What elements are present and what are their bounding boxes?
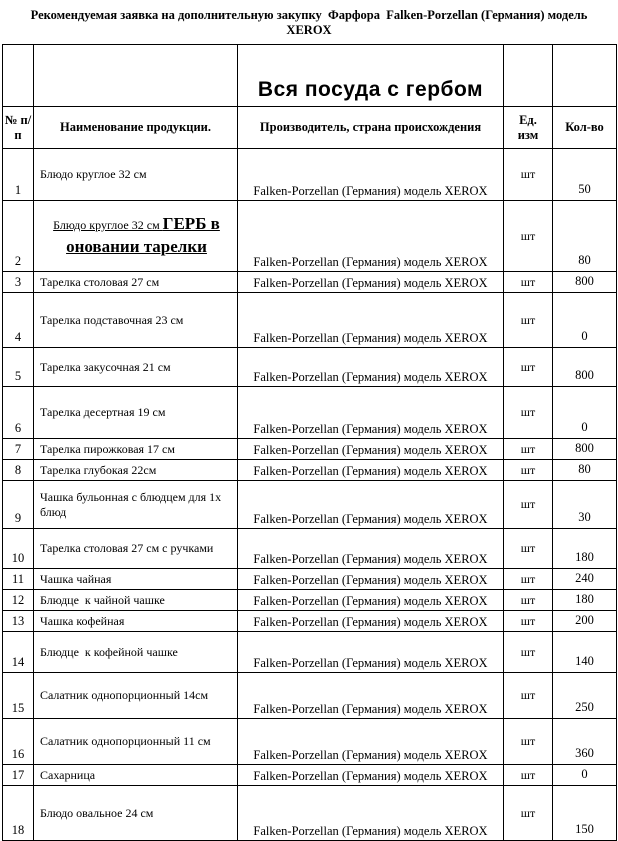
product-name: Чашка чайная <box>40 571 112 586</box>
row-number: 9 <box>14 511 22 525</box>
table-row <box>3 569 617 590</box>
quantity-text: 250 <box>575 700 594 714</box>
manufacturer-text: Falken-Porzellan (Германия) модель XEROX <box>253 464 488 478</box>
unit-text: шт <box>520 571 536 586</box>
cell-product-name <box>34 719 238 765</box>
row-number: 17 <box>11 768 25 782</box>
cell-quantity <box>553 293 617 348</box>
cell-product-name <box>34 611 238 632</box>
cell-quantity <box>553 439 617 460</box>
product-name: Блюдце к кофейной чашке <box>40 644 178 659</box>
cell-unit <box>504 439 553 460</box>
cell-manufacturer <box>238 460 504 481</box>
cell-quantity <box>553 590 617 611</box>
cell-manufacturer <box>238 348 504 387</box>
row-number: 8 <box>14 463 22 477</box>
cell-num <box>3 765 34 786</box>
subheader-empty-cell <box>34 45 238 107</box>
product-name: Тарелка столовая 27 см <box>40 274 160 289</box>
unit-text: шт <box>520 805 536 820</box>
product-name <box>40 213 233 259</box>
unit-text: шт <box>520 688 536 702</box>
product-name-emphasis: ГЕРБ в оновании тарелки <box>66 214 220 256</box>
subheader-cell <box>238 45 504 107</box>
cell-num <box>3 719 34 765</box>
cell-quantity <box>553 611 617 632</box>
cell-manufacturer <box>238 611 504 632</box>
table-row <box>3 786 617 841</box>
product-name-prefix: Блюдо круглое 32 см <box>53 218 163 233</box>
table-row <box>3 293 617 348</box>
quantity-text: 180 <box>575 550 594 564</box>
quantity-text: 0 <box>581 329 588 343</box>
cell-unit <box>504 348 553 387</box>
cell-manufacturer <box>238 765 504 786</box>
cell-num <box>3 569 34 590</box>
table-row <box>3 590 617 611</box>
manufacturer-text: Falken-Porzellan (Германия) модель XEROX <box>253 422 488 436</box>
manufacturer-text: Falken-Porzellan (Германия) модель XEROX <box>253 615 488 629</box>
header-row <box>3 107 617 149</box>
cell-product-name <box>34 149 238 201</box>
row-number: 2 <box>14 254 22 268</box>
quantity-text: 240 <box>575 571 594 585</box>
row-number: 10 <box>11 551 25 565</box>
cell-unit <box>504 529 553 569</box>
cell-product-name <box>34 765 238 786</box>
quantity-text: 80 <box>578 253 591 267</box>
product-name: Тарелка подставочная 23 см <box>40 312 184 327</box>
cell-num <box>3 611 34 632</box>
cell-manufacturer <box>238 201 504 272</box>
unit-text: шт <box>520 359 536 374</box>
cell-quantity <box>553 786 617 841</box>
product-name: Салатник однопорционный 14см <box>40 688 209 702</box>
quantity-text: 80 <box>578 462 591 476</box>
quantity-text: 50 <box>578 182 591 196</box>
cell-product-name <box>34 460 238 481</box>
cell-manufacturer <box>238 632 504 673</box>
document-title-line2: XEROX <box>286 23 332 37</box>
unit-text: шт <box>520 734 536 748</box>
manufacturer-text: Falken-Porzellan (Германия) модель XEROX <box>253 702 488 716</box>
cell-num <box>3 293 34 348</box>
cell-unit <box>504 149 553 201</box>
column-header-manufacturer: Производитель, страна происхождения <box>238 107 504 149</box>
table-row <box>3 481 617 529</box>
column-header-num: № п/п <box>3 107 34 149</box>
manufacturer-text: Falken-Porzellan (Германия) модель XEROX <box>253 370 488 384</box>
row-number: 5 <box>14 369 22 383</box>
cell-product-name <box>34 348 238 387</box>
quantity-text: 800 <box>575 274 594 288</box>
row-number: 16 <box>11 747 25 761</box>
unit-text: шт <box>520 167 536 181</box>
cell-num <box>3 590 34 611</box>
document-title-line1: Рекомендуемая заявка на дополнительную закупку Фарфора Falken-Porzellan (Германия) модель <box>30 8 588 22</box>
manufacturer-text: Falken-Porzellan (Германия) модель XEROX <box>253 594 488 608</box>
cell-quantity <box>553 348 617 387</box>
cell-unit <box>504 611 553 632</box>
subheader-empty-cell <box>3 45 34 107</box>
quantity-text: 360 <box>575 746 594 760</box>
product-name: Чашка бульонная с блюдцем для 1х блюд <box>40 489 225 519</box>
cell-product-name <box>34 673 238 719</box>
cell-num <box>3 632 34 673</box>
unit-text: шт <box>520 274 536 289</box>
row-number: 15 <box>11 701 25 715</box>
cell-quantity <box>553 569 617 590</box>
cell-unit <box>504 569 553 590</box>
cell-manufacturer <box>238 272 504 293</box>
row-number: 14 <box>11 655 25 669</box>
cell-num <box>3 387 34 439</box>
quantity-text: 140 <box>575 654 594 668</box>
cell-quantity <box>553 460 617 481</box>
cell-product-name <box>34 481 238 529</box>
product-name: Блюдце к чайной чашке <box>40 592 165 607</box>
table-row <box>3 460 617 481</box>
table-row <box>3 765 617 786</box>
cell-quantity <box>553 201 617 272</box>
unit-text: шт <box>520 644 536 659</box>
product-name: Блюдо круглое 32 см <box>40 167 147 181</box>
manufacturer-text: Falken-Porzellan (Германия) модель XEROX <box>253 769 488 783</box>
cell-num <box>3 529 34 569</box>
cell-product-name <box>34 272 238 293</box>
unit-text: шт <box>520 592 536 607</box>
column-header-unit: Ед. изм <box>504 107 553 149</box>
cell-product-name <box>34 387 238 439</box>
cell-manufacturer <box>238 569 504 590</box>
row-number: 6 <box>14 421 22 435</box>
manufacturer-text: Falken-Porzellan (Германия) модель XEROX <box>253 443 488 457</box>
row-number: 3 <box>14 275 22 289</box>
table-row <box>3 387 617 439</box>
product-name: Тарелка десертная 19 см <box>40 405 166 419</box>
cell-quantity <box>553 387 617 439</box>
manufacturer-text: Falken-Porzellan (Германия) модель XEROX <box>253 748 488 762</box>
column-header-quantity: Кол-во <box>553 107 617 149</box>
quantity-text: 0 <box>581 420 588 434</box>
cell-num <box>3 201 34 272</box>
table-body <box>3 149 617 841</box>
cell-product-name <box>34 632 238 673</box>
cell-quantity <box>553 272 617 293</box>
product-name: Блюдо овальное 24 см <box>40 805 154 820</box>
unit-text: шт <box>520 405 536 419</box>
cell-unit <box>504 293 553 348</box>
cell-unit <box>504 387 553 439</box>
cell-num <box>3 786 34 841</box>
cell-unit <box>504 272 553 293</box>
product-name: Тарелка столовая 27 см с ручками <box>40 541 214 555</box>
table-row <box>3 348 617 387</box>
cell-quantity <box>553 765 617 786</box>
cell-unit <box>504 786 553 841</box>
table-subtitle: Вся посуда с гербом <box>257 78 484 101</box>
manufacturer-text: Falken-Porzellan (Германия) модель XEROX <box>253 512 488 526</box>
subheader-empty-cell <box>553 45 617 107</box>
cell-num <box>3 272 34 293</box>
cell-manufacturer <box>238 719 504 765</box>
cell-unit <box>504 590 553 611</box>
unit-text: шт <box>520 613 536 628</box>
subheader-empty-cell <box>504 45 553 107</box>
cell-product-name <box>34 201 238 272</box>
unit-text: шт <box>520 767 536 782</box>
cell-manufacturer <box>238 149 504 201</box>
cell-quantity <box>553 719 617 765</box>
product-name: Тарелка закусочная 21 см <box>40 359 171 374</box>
table-row <box>3 529 617 569</box>
table-row <box>3 632 617 673</box>
manufacturer-text: Falken-Porzellan (Германия) модель XEROX <box>253 255 488 269</box>
cell-unit <box>504 460 553 481</box>
cell-manufacturer <box>238 293 504 348</box>
product-name: Сахарница <box>40 767 96 782</box>
cell-manufacturer <box>238 387 504 439</box>
manufacturer-text: Falken-Porzellan (Германия) модель XEROX <box>253 824 488 838</box>
cell-product-name <box>34 590 238 611</box>
unit-text: шт <box>520 497 536 511</box>
quantity-text: 180 <box>575 592 594 606</box>
cell-quantity <box>553 149 617 201</box>
manufacturer-text: Falken-Porzellan (Германия) модель XEROX <box>253 656 488 670</box>
cell-num <box>3 481 34 529</box>
row-number: 7 <box>14 442 22 456</box>
table-row <box>3 201 617 272</box>
row-number: 18 <box>11 823 25 837</box>
product-name: Чашка кофейная <box>40 613 125 628</box>
row-number: 11 <box>11 572 25 586</box>
manufacturer-text: Falken-Porzellan (Германия) модель XEROX <box>253 276 488 290</box>
unit-text: шт <box>520 228 536 243</box>
cell-quantity <box>553 632 617 673</box>
cell-manufacturer <box>238 481 504 529</box>
cell-quantity <box>553 529 617 569</box>
cell-quantity <box>553 673 617 719</box>
row-number: 13 <box>11 614 25 628</box>
cell-unit <box>504 673 553 719</box>
document-title <box>0 0 618 44</box>
unit-text: шт <box>520 441 536 456</box>
quantity-text: 0 <box>581 767 588 781</box>
manufacturer-text: Falken-Porzellan (Германия) модель XEROX <box>253 552 488 566</box>
cell-manufacturer <box>238 529 504 569</box>
quantity-text: 200 <box>575 613 594 627</box>
unit-text: шт <box>520 312 536 327</box>
cell-num <box>3 460 34 481</box>
table-row <box>3 272 617 293</box>
quantity-text: 800 <box>575 441 594 455</box>
subheader-row <box>3 45 617 107</box>
unit-text: шт <box>520 462 536 477</box>
order-table <box>2 44 617 841</box>
quantity-text: 30 <box>578 510 591 524</box>
product-name: Тарелка пирожковая 17 см <box>40 441 175 456</box>
cell-num <box>3 673 34 719</box>
cell-unit <box>504 481 553 529</box>
cell-num <box>3 439 34 460</box>
cell-product-name <box>34 569 238 590</box>
manufacturer-text: Falken-Porzellan (Германия) модель XEROX <box>253 331 488 345</box>
cell-unit <box>504 719 553 765</box>
product-name: Тарелка глубокая 22см <box>40 462 157 477</box>
row-number: 1 <box>14 183 22 197</box>
table-row <box>3 611 617 632</box>
row-number: 4 <box>14 330 22 344</box>
table-row <box>3 149 617 201</box>
cell-num <box>3 348 34 387</box>
table-row <box>3 719 617 765</box>
cell-manufacturer <box>238 673 504 719</box>
table-row <box>3 673 617 719</box>
unit-text: шт <box>520 541 536 555</box>
cell-unit <box>504 201 553 272</box>
cell-num <box>3 149 34 201</box>
row-number: 12 <box>11 593 25 607</box>
cell-unit <box>504 632 553 673</box>
cell-manufacturer <box>238 786 504 841</box>
cell-manufacturer <box>238 439 504 460</box>
cell-product-name <box>34 529 238 569</box>
cell-product-name <box>34 786 238 841</box>
manufacturer-text: Falken-Porzellan (Германия) модель XEROX <box>253 573 488 587</box>
manufacturer-text: Falken-Porzellan (Германия) модель XEROX <box>253 184 488 198</box>
quantity-text: 150 <box>575 822 594 836</box>
quantity-text: 800 <box>575 368 594 382</box>
table-row <box>3 439 617 460</box>
cell-quantity <box>553 481 617 529</box>
cell-product-name <box>34 293 238 348</box>
cell-product-name <box>34 439 238 460</box>
cell-unit <box>504 765 553 786</box>
product-name: Салатник однопорционный 11 см <box>40 734 211 748</box>
column-header-product: Наименование продукции. <box>34 107 238 149</box>
cell-manufacturer <box>238 590 504 611</box>
